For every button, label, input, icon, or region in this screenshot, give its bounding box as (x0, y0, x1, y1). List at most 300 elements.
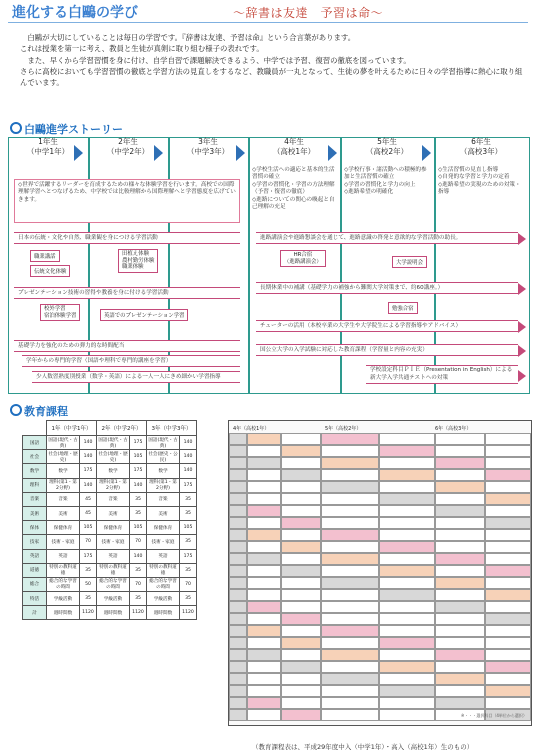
curriculum-cell (229, 601, 247, 613)
curriculum-cell (321, 673, 379, 685)
jh-curriculum-grid (22, 420, 197, 620)
curriculum-cell (229, 541, 247, 553)
curriculum-cell (435, 445, 485, 457)
table-row (23, 521, 197, 535)
curriculum-cell (247, 481, 281, 493)
curriculum-cell (435, 541, 485, 553)
curriculum-cell (379, 517, 435, 529)
curriculum-cell (485, 613, 531, 625)
curriculum-cell (281, 445, 321, 457)
curriculum-cell (379, 565, 435, 577)
subject-cell: 国語 (23, 436, 47, 450)
chevron-right-icon (74, 145, 83, 161)
curriculum-cell (485, 601, 531, 613)
curriculum-cell (321, 613, 379, 625)
course-cell: 週時間数 (147, 606, 180, 620)
curriculum-cell (485, 637, 531, 649)
activity-tag: 校外学習 宿泊体験学習 (40, 304, 80, 321)
curriculum-cell (229, 673, 247, 685)
curriculum-cell (485, 505, 531, 517)
hours-cell: 50 (80, 577, 97, 591)
curriculum-cell (247, 661, 281, 673)
curriculum-cell (379, 433, 435, 445)
grade-label: 2年生 （中学2年） (106, 137, 150, 156)
curriculum-cell (229, 553, 247, 565)
table-row (23, 450, 197, 464)
course-cell: 社会(地理・歴史) (97, 450, 130, 464)
curriculum-cell (379, 505, 435, 517)
curriculum-cell (321, 505, 379, 517)
curriculum-cell (379, 661, 435, 673)
hours-cell: 35 (130, 506, 147, 520)
curriculum-cell (379, 601, 435, 613)
curriculum-cell (229, 577, 247, 589)
course-cell: 保健体育 (97, 521, 130, 535)
chevron-right-icon (154, 145, 163, 161)
curriculum-cell (281, 661, 321, 673)
hours-cell: 35 (130, 592, 147, 606)
hours-cell: 70 (130, 535, 147, 549)
activity-tag: 勉強合宿 (388, 302, 418, 314)
curriculum-cell (435, 649, 485, 661)
curriculum-cell (229, 493, 247, 505)
activity-tag: 大学説明会 (392, 256, 427, 268)
activity-band: チューターの活用（本校卒業の大学生や大学院生による学習指導やアドバイス） (256, 320, 518, 332)
curriculum-cell (321, 553, 379, 565)
curriculum-cell (247, 697, 281, 709)
course-cell: 学級活動 (147, 592, 180, 606)
hours-cell: 45 (80, 506, 97, 520)
curriculum-cell (435, 493, 485, 505)
table-row (23, 592, 197, 606)
course-cell: 技術・家庭 (47, 535, 80, 549)
ring-bullet-icon (10, 122, 22, 134)
course-cell: 週時間数 (47, 606, 80, 620)
hours-cell: 175 (130, 464, 147, 478)
curriculum-cell (485, 625, 531, 637)
grade-label: 4年生 （高校1年） (272, 137, 316, 156)
curriculum-cell (247, 433, 281, 445)
curriculum-cell (281, 565, 321, 577)
curriculum-cell (435, 565, 485, 577)
curriculum-cell (435, 517, 485, 529)
hours-cell: 35 (180, 492, 197, 506)
arrow-right-icon (518, 233, 526, 245)
course-cell: 特別の教科道徳 (47, 563, 80, 577)
curriculum-cell (229, 685, 247, 697)
grade4-goals: ◇学校生活への適応と基本的生活習慣の確立 ◇学習の習慣化・学習の方法理解 （予習・復習の徹底） ◇進路についての関心の喚起と自己理解の充足 (252, 167, 335, 211)
selection-note: ※・・・選択科目（4単位から選択） (461, 713, 527, 718)
grade-label: 6年生 （高校3年） (459, 137, 503, 156)
subject-cell: 技家 (23, 535, 47, 549)
curriculum-cell (485, 685, 531, 697)
curriculum-cell (247, 649, 281, 661)
curriculum-cell (435, 481, 485, 493)
curriculum-cell (379, 625, 435, 637)
curriculum-cell (321, 661, 379, 673)
curriculum-cell (229, 649, 247, 661)
hours-cell: 35 (80, 592, 97, 606)
year-header: 2年（中学2年） (97, 421, 147, 436)
curriculum-cell (247, 517, 281, 529)
activity-tag: 田植え体験 農村勤労体験 職業体験 (118, 249, 158, 273)
curriculum-cell (379, 613, 435, 625)
course-cell: 技術・家庭 (97, 535, 130, 549)
hours-cell: 140 (130, 478, 147, 492)
hours-cell: 140 (180, 464, 197, 478)
curriculum-cell (435, 661, 485, 673)
curriculum-cell (281, 529, 321, 541)
page-title: 進化する白鷗の学び (12, 5, 138, 21)
curriculum-cell (229, 697, 247, 709)
curriculum-cell (247, 553, 281, 565)
hours-cell: 1120 (180, 606, 197, 620)
curriculum-cell (321, 517, 379, 529)
curriculum-cell (247, 457, 281, 469)
hours-cell: 35 (130, 492, 147, 506)
course-cell: 学級活動 (47, 592, 80, 606)
curriculum-cell (281, 649, 321, 661)
activity-band: 長期休業中の補講（基礎学力の補強から難関大学対策まで、約60講座。） (256, 282, 518, 294)
curriculum-cell (281, 589, 321, 601)
table-row (23, 549, 197, 563)
curriculum-cell (435, 505, 485, 517)
curriculum-cell (435, 685, 485, 697)
hours-cell: 175 (80, 549, 97, 563)
intro-line: また、早くから学習習慣を身に付け、自学自習で課題解決できるよう、中学では予習、復習の徹底を図っています。 (27, 55, 411, 65)
grade5-goals: ◇学校行事・諸活動への積極的参加と生活習慣の確立 ◇学習の習慣化と学力の向上 ◇進路希望の明確化 (344, 167, 427, 196)
curriculum-cell (379, 529, 435, 541)
curriculum-cell (247, 565, 281, 577)
curriculum-cell (485, 529, 531, 541)
story-heading-text: 白鷗進学ストーリー (24, 123, 123, 136)
curriculum-cell (435, 637, 485, 649)
hours-cell: 140 (130, 549, 147, 563)
table-row (23, 577, 197, 591)
hours-cell: 175 (80, 464, 97, 478)
curriculum-cell (379, 493, 435, 505)
curriculum-cell (281, 673, 321, 685)
grade6-goals: ◇生活習慣の見直し指導 ◇自発的な学習と学力の定着 ◇進路希望の実現のための対策・指導 (438, 167, 521, 196)
hours-cell: 70 (130, 577, 147, 591)
footnote: （教育課程表は、平成29年度中入（中学1年）・高入（高校1年）生のもの） (252, 743, 474, 751)
curriculum-cell (281, 505, 321, 517)
curriculum-cell (321, 697, 379, 709)
curriculum-cell (281, 541, 321, 553)
course-cell: 国語(現代・古典) (97, 436, 130, 450)
subject-cell: 音楽 (23, 492, 47, 506)
activity-band: 少人数習熟度別授業（数学・英語）による一人一人にきめ細かい学習指導 (32, 371, 240, 383)
story-heading (10, 121, 123, 137)
curriculum-cell (247, 529, 281, 541)
curriculum-cell (321, 685, 379, 697)
curriculum-cell (247, 709, 281, 721)
hours-cell: 35 (80, 563, 97, 577)
curriculum-cell (281, 481, 321, 493)
curriculum-cell (281, 433, 321, 445)
curriculum-cell (485, 697, 531, 709)
subject-cell: 数学 (23, 464, 47, 478)
course-cell: 英語 (97, 549, 130, 563)
curriculum-cell (435, 589, 485, 601)
hours-cell: 175 (180, 478, 197, 492)
hours-cell: 105 (130, 521, 147, 535)
curriculum-cell (485, 673, 531, 685)
curriculum-cell (229, 433, 247, 445)
course-cell: 数学 (47, 464, 80, 478)
title-divider (8, 22, 528, 23)
curriculum-cell (485, 565, 531, 577)
activity-band: 学年からの専門的学習（国語や理科で専門的講座を学習） (22, 355, 240, 367)
course-cell: 社会(地理・歴史) (47, 450, 80, 464)
curriculum-cell (247, 445, 281, 457)
arrow-right-icon (518, 283, 526, 295)
arrow-right-icon (518, 321, 526, 333)
curriculum-cell (321, 589, 379, 601)
ring-bullet-icon (10, 404, 22, 416)
chevron-right-icon (236, 145, 245, 161)
hours-cell: 105 (180, 521, 197, 535)
curriculum-cell (281, 697, 321, 709)
curriculum-cell (247, 625, 281, 637)
hours-cell: 1120 (130, 606, 147, 620)
course-cell: 総合的な学習の時間 (47, 577, 80, 591)
curriculum-cell (229, 517, 247, 529)
hours-cell: 1120 (80, 606, 97, 620)
activity-tag: HR合宿 （進路講演会） (280, 250, 326, 267)
table-row (23, 464, 197, 478)
curriculum-cell (229, 709, 247, 721)
activity-band: 国公立大学の入学試験に対応した教育課程（学習量と内容の充実） (256, 344, 518, 356)
course-cell: 音楽 (97, 492, 130, 506)
subject-cell: 英語 (23, 549, 47, 563)
curriculum-cell (281, 517, 321, 529)
curriculum-cell (321, 601, 379, 613)
curriculum-cell (435, 673, 485, 685)
table-row (23, 563, 197, 577)
curriculum-cell (485, 433, 531, 445)
curriculum-cell (281, 685, 321, 697)
curriculum-cell (321, 457, 379, 469)
activity-band: 学校設定科目ＰＩＥ（Presentation in English）による新大学入学共通テストへの対策 (366, 365, 518, 384)
curriculum-cell (485, 481, 531, 493)
hours-cell: 45 (80, 492, 97, 506)
curriculum-cell (485, 469, 531, 481)
curriculum-cell (247, 613, 281, 625)
intro-paragraph (20, 32, 525, 88)
year-header: 5年（高校2年） (325, 426, 362, 432)
course-cell: 理科(第1・第2分野) (47, 478, 80, 492)
curriculum-cell (281, 553, 321, 565)
course-cell: 学級活動 (97, 592, 130, 606)
activity-tag: 英語でのプレゼンテーション学習 (100, 309, 188, 321)
curriculum-cell (281, 493, 321, 505)
curriculum-heading-text: 教育課程 (24, 405, 68, 418)
curriculum-cell (379, 637, 435, 649)
curriculum-cell (485, 457, 531, 469)
curriculum-cell (247, 541, 281, 553)
curriculum-cell (321, 709, 379, 721)
curriculum-cell (229, 589, 247, 601)
curriculum-cell (379, 445, 435, 457)
course-cell: 数学 (147, 464, 180, 478)
curriculum-cell (435, 625, 485, 637)
curriculum-cell (229, 445, 247, 457)
table-row (23, 478, 197, 492)
curriculum-cell (435, 433, 485, 445)
course-cell: 総合的な学習の時間 (97, 577, 130, 591)
junior-high-goal-box: ◇世界で活躍するリーダーを育成するための様々な体験学習を行います。高校での国際理解学習へとつなげるため、中学校では比較理解から国際理解へと学習態度を広げていきます。 (14, 179, 240, 223)
course-cell: 週時間数 (97, 606, 130, 620)
curriculum-cell (379, 469, 435, 481)
course-cell: 特別の教科道徳 (97, 563, 130, 577)
curriculum-cell (229, 457, 247, 469)
curriculum-cell (229, 565, 247, 577)
curriculum-cell (485, 589, 531, 601)
subject-cell: 特活 (23, 592, 47, 606)
grade-label: 3年生 （中学3年） (186, 137, 230, 156)
hours-cell: 70 (180, 577, 197, 591)
hours-cell: 35 (180, 563, 197, 577)
hours-cell: 35 (180, 535, 197, 549)
curriculum-cell (379, 457, 435, 469)
curriculum-cell (247, 469, 281, 481)
curriculum-cell (435, 601, 485, 613)
subject-cell: 道徳 (23, 563, 47, 577)
curriculum-cell (435, 457, 485, 469)
curriculum-cell (435, 553, 485, 565)
curriculum-cell (229, 481, 247, 493)
course-cell: 英語 (47, 549, 80, 563)
course-cell: 理科(第1・第2分野) (97, 478, 130, 492)
curriculum-cell (281, 469, 321, 481)
activity-band: プレゼンテーション技術の習得や教養を身に付ける学習活動 (14, 287, 240, 299)
course-cell: 英語 (147, 549, 180, 563)
activity-tag: 職業講話 (30, 250, 60, 262)
activity-band: 進路講演会や進路懇談会を通じて、進路意識の啓発と意欲的な学習活動の助長。 (256, 232, 518, 244)
table-row (23, 506, 197, 520)
curriculum-cell (229, 625, 247, 637)
course-cell: 数学 (97, 464, 130, 478)
table-row (23, 535, 197, 549)
curriculum-cell (435, 613, 485, 625)
curriculum-cell (247, 673, 281, 685)
hours-cell: 70 (80, 535, 97, 549)
curriculum-cell (229, 469, 247, 481)
curriculum-cell (281, 637, 321, 649)
hours-cell: 140 (180, 450, 197, 464)
table-row (23, 436, 197, 450)
curriculum-cell (379, 541, 435, 553)
curriculum-cell (321, 649, 379, 661)
curriculum-cell (247, 589, 281, 601)
curriculum-cell (281, 709, 321, 721)
hours-cell: 105 (80, 521, 97, 535)
curriculum-cell (321, 433, 379, 445)
course-cell: 理科(第1・第2分野) (147, 478, 180, 492)
hours-cell: 35 (180, 506, 197, 520)
table-row (23, 492, 197, 506)
page-subtitle: ～辞書は友達 予習は命～ (233, 6, 384, 20)
curriculum-cell (321, 469, 379, 481)
chevron-right-icon (422, 145, 431, 161)
chevron-right-icon (328, 145, 337, 161)
curriculum-cell (485, 493, 531, 505)
curriculum-cell (379, 553, 435, 565)
curriculum-cell (321, 625, 379, 637)
course-cell: 美術 (147, 506, 180, 520)
curriculum-cell (229, 613, 247, 625)
story-diagram (8, 137, 530, 397)
course-cell: 保健体育 (147, 521, 180, 535)
hours-cell: 105 (130, 450, 147, 464)
hours-cell: 175 (130, 436, 147, 450)
curriculum-cell (229, 637, 247, 649)
curriculum-cell (321, 577, 379, 589)
subject-cell: 社会 (23, 450, 47, 464)
grade-label: 5年生 （高校2年） (365, 137, 409, 156)
curriculum-cell (379, 649, 435, 661)
activity-band: 日本の伝統・文化や自然、職業観を身につける学習活動 (14, 232, 240, 244)
grade-label: 1年生 （中学1年） (26, 137, 70, 156)
intro-line: 白鷗が大切にしていることは毎日の学習です。『辞書は友達、予習は命』という合言葉があります。 (27, 33, 356, 42)
curriculum-cell (321, 637, 379, 649)
curriculum-cell (281, 613, 321, 625)
course-cell: 音楽 (47, 492, 80, 506)
curriculum-cell (321, 481, 379, 493)
curriculum-cell (247, 637, 281, 649)
course-cell: 美術 (47, 506, 80, 520)
curriculum-cell (321, 529, 379, 541)
subject-cell: 理科 (23, 478, 47, 492)
curriculum-cell (379, 673, 435, 685)
curriculum-cell (229, 529, 247, 541)
curriculum-cell (321, 445, 379, 457)
curriculum-cell (435, 577, 485, 589)
curriculum-cell (435, 529, 485, 541)
hours-cell: 175 (180, 549, 197, 563)
subject-cell: 保体 (23, 521, 47, 535)
year-header: 1年（中学1年） (47, 421, 97, 436)
hours-cell: 35 (180, 592, 197, 606)
course-cell: 保健体育 (47, 521, 80, 535)
curriculum-cell (281, 625, 321, 637)
hours-cell: 140 (80, 478, 97, 492)
course-cell: 国語(現代・古典) (47, 436, 80, 450)
activity-tag: 伝統文化体験 (30, 265, 70, 277)
intro-line: さらに高校においても学習習慣の徹底と学習方法の見直しをするなど、教職員が一丸となって、生徒の夢を叶えるために日々の学習指導に熱心に取り組んでいます。 (20, 66, 523, 88)
course-cell: 音楽 (147, 492, 180, 506)
curriculum-cell (247, 601, 281, 613)
intro-line: これは授業を第一に考え、教員と生徒が真剣に取り組む様子の表れです。 (20, 44, 264, 54)
subject-cell: 美術 (23, 506, 47, 520)
hs-curriculum-table (228, 420, 532, 726)
curriculum-cell (281, 577, 321, 589)
curriculum-cell (485, 553, 531, 565)
curriculum-cell (435, 697, 485, 709)
table-row (23, 606, 197, 620)
curriculum-cell (379, 685, 435, 697)
curriculum-cell (379, 709, 435, 721)
year-header: 6年（高校3年） (435, 426, 472, 432)
curriculum-cell (485, 649, 531, 661)
year-header: 3年（中学3年） (147, 421, 197, 436)
curriculum-cell (229, 505, 247, 517)
curriculum-cell (379, 589, 435, 601)
subject-cell: 計 (23, 606, 47, 620)
course-cell: 特別の教科道徳 (147, 563, 180, 577)
course-cell: 技術・家庭 (147, 535, 180, 549)
